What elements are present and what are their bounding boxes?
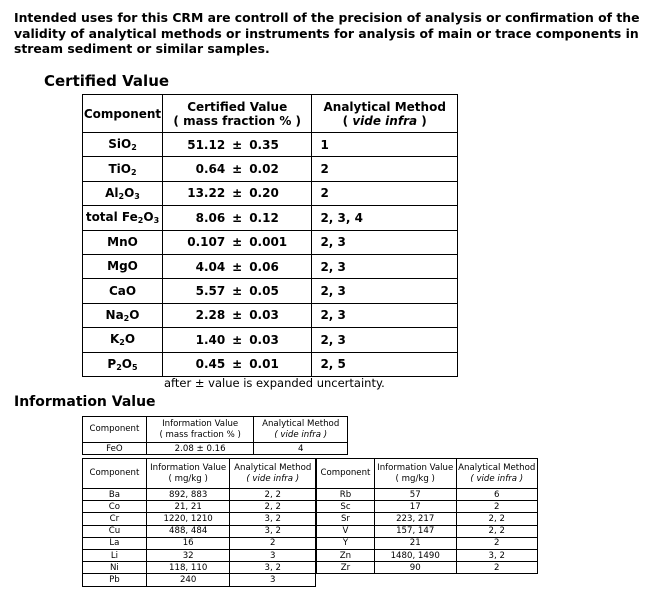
element-information-value: 118, 110 (146, 562, 230, 574)
certified-value-heading: Certified Value (44, 72, 170, 90)
element-information-value: 1220, 1210 (146, 513, 230, 525)
feo-header-method (254, 417, 348, 443)
formula-part: O (129, 307, 140, 322)
element-information-value: 240 (146, 574, 230, 586)
feo-method: 4 (254, 443, 348, 455)
feo-value: 2.08 ± 0.16 (146, 443, 254, 455)
certified-value-number: 4.04 (195, 259, 226, 274)
header-certified-value-line2: ( mass fraction % ) (173, 113, 301, 128)
element-component: Co (83, 501, 147, 513)
plus-minus-sign: ± (232, 186, 243, 201)
element-information-value: 32 (146, 549, 230, 561)
certified-value (162, 230, 311, 254)
header-analytical-method (312, 95, 458, 133)
feo-header-component: Component (83, 417, 147, 443)
certified-method: 2, 3 (312, 328, 458, 352)
formula-part: K (109, 332, 120, 347)
formula-subscript: 2 (131, 143, 137, 153)
certified-value-number: 0.64 (195, 162, 226, 177)
header-analytical-method-line2 (312, 114, 457, 128)
certified-uncertainty: 0.35 (249, 137, 279, 152)
elements-right-row (317, 501, 538, 513)
certified-value-number: 1.40 (195, 332, 226, 347)
formula-part: P (107, 356, 117, 371)
certified-value-table (82, 94, 458, 377)
certified-method: 2, 3 (312, 303, 458, 327)
elements-left-row (83, 501, 316, 513)
certified-component (83, 157, 163, 181)
elements-left-header-value-line2: ( mg/kg ) (168, 473, 208, 484)
elements-right-row (317, 549, 538, 561)
element-information-value: 21 (374, 537, 456, 549)
formula-subscript: 2 (116, 362, 122, 372)
element-component: Rb (317, 489, 375, 501)
element-component: Cu (83, 525, 147, 537)
elements-left-row (83, 574, 316, 586)
empty-cell (317, 574, 375, 586)
formula-part: SiO (108, 137, 132, 152)
uncertainty-note: after ± value is expanded uncertainty. (164, 376, 385, 390)
element-information-value: 1480, 1490 (374, 549, 456, 561)
element-method: 2, 2 (230, 489, 316, 501)
certified-value (162, 303, 311, 327)
header-certified-value (162, 95, 311, 133)
plus-minus-sign: ± (232, 259, 243, 274)
element-method: 2 (456, 562, 538, 574)
element-component: Sc (317, 501, 375, 513)
element-component: Zr (317, 562, 375, 574)
certified-value-number: 2.28 (195, 308, 226, 323)
element-information-value: 17 (374, 501, 456, 513)
feo-header-row (83, 417, 348, 443)
element-method: 3, 2 (230, 513, 316, 525)
certified-component (83, 352, 163, 376)
formula-subscript: 2 (119, 338, 125, 348)
elements-information-table-right (316, 458, 538, 586)
element-component: La (83, 537, 147, 549)
certified-uncertainty: 0.03 (249, 332, 279, 347)
certified-row (83, 133, 458, 157)
elements-information-table-left (82, 458, 316, 587)
feo-header-value (146, 417, 254, 443)
elements-left-header-row (83, 459, 316, 489)
element-method: 2 (456, 537, 538, 549)
formula-part: total Fe (85, 210, 138, 225)
certified-uncertainty: 0.06 (249, 259, 279, 274)
feo-row (83, 443, 348, 455)
element-information-value: 157, 147 (374, 525, 456, 537)
certified-value-number: 5.57 (195, 284, 226, 299)
certified-value (162, 133, 311, 157)
plus-minus-sign: ± (232, 308, 243, 323)
elements-right-row (317, 489, 538, 501)
elements-left-header-method (230, 459, 316, 489)
certified-value (162, 181, 311, 205)
empty-cell (374, 574, 456, 586)
element-information-value: 892, 883 (146, 489, 230, 501)
certified-row (83, 254, 458, 278)
element-component: Sr (317, 513, 375, 525)
certified-row (83, 230, 458, 254)
element-information-value: 488, 484 (146, 525, 230, 537)
elements-right-row (317, 513, 538, 525)
certified-row (83, 279, 458, 303)
intro-paragraph: Intended uses for this CRM are controll of the precision of analysis or confirmation of the validity of analytical methods or instruments for analysis of main or trace components in stream sediment or similar samples. (14, 10, 640, 56)
elements-right-header-method-line2: ( vide infra ) (470, 473, 524, 484)
certified-method: 2 (312, 181, 458, 205)
feo-header-value-line1: Information Value (162, 418, 239, 429)
certified-component (83, 279, 163, 303)
plus-minus-sign: ± (232, 284, 243, 299)
plus-minus-sign: ± (232, 235, 243, 250)
certified-method: 1 (312, 133, 458, 157)
element-method: 3 (230, 574, 316, 586)
elements-left-header-method-line1: Analytical Method (234, 462, 312, 473)
plus-minus-sign: ± (232, 137, 243, 152)
element-method: 3 (230, 549, 316, 561)
certified-component (83, 328, 163, 352)
element-information-value: 57 (374, 489, 456, 501)
feo-header-method-line2: ( vide infra ) (274, 429, 328, 440)
certified-row (83, 328, 458, 352)
certified-method: 2, 3 (312, 230, 458, 254)
element-component: Zn (317, 549, 375, 561)
element-component: V (317, 525, 375, 537)
certified-component (83, 133, 163, 157)
elements-right-header-row (317, 459, 538, 489)
feo-header-value-line2: ( mass fraction % ) (159, 429, 241, 440)
formula-part: MgO (107, 259, 138, 274)
formula-subscript: 2 (137, 216, 144, 226)
element-information-value: 223, 217 (374, 513, 456, 525)
element-method: 3, 2 (230, 525, 316, 537)
header-certified-value-line1: Certified Value (187, 99, 288, 114)
certified-row (83, 303, 458, 327)
elements-right-header-method (456, 459, 538, 489)
certified-row (83, 157, 458, 181)
elements-right-row (317, 537, 538, 549)
certified-component (83, 254, 163, 278)
certified-method: 2, 5 (312, 352, 458, 376)
certified-component (83, 206, 163, 230)
certified-uncertainty: 0.03 (249, 308, 279, 323)
elements-left-header-component: Component (83, 459, 147, 489)
information-value-heading: Information Value (14, 394, 156, 410)
certified-uncertainty: 0.001 (249, 235, 288, 250)
feo-component: FeO (83, 443, 147, 455)
element-component: Pb (83, 574, 147, 586)
certified-method: 2 (312, 157, 458, 181)
feo-header-method-line1: Analytical Method (262, 418, 340, 429)
formula-part: Al (105, 185, 119, 200)
certified-value-number: 0.107 (187, 235, 226, 250)
formula-subscript: 3 (134, 191, 140, 201)
elements-left-row (83, 513, 316, 525)
header-paren-close: ) (417, 113, 427, 128)
formula-subscript: 2 (123, 313, 130, 323)
certified-method: 2, 3 (312, 254, 458, 278)
element-method: 2, 2 (456, 513, 538, 525)
element-component: Cr (83, 513, 147, 525)
formula-part: MnO (107, 234, 138, 249)
elements-left-header-method-line2: ( vide infra ) (246, 473, 300, 484)
certified-value (162, 328, 311, 352)
element-information-value: 90 (374, 562, 456, 574)
certified-row (83, 181, 458, 205)
elements-right-header-value (374, 459, 456, 489)
certified-uncertainty: 0.01 (249, 357, 279, 372)
formula-subscript: 2 (118, 191, 125, 201)
certified-component (83, 303, 163, 327)
elements-right-row (317, 525, 538, 537)
certified-value-number: 51.12 (187, 137, 226, 152)
header-vide-infra: vide infra (352, 113, 418, 128)
elements-left-row (83, 562, 316, 574)
certified-uncertainty: 0.05 (249, 284, 279, 299)
certified-uncertainty: 0.12 (249, 210, 279, 225)
certified-value (162, 279, 311, 303)
formula-part: O (124, 332, 136, 347)
certified-uncertainty: 0.02 (249, 162, 279, 177)
formula-part: O (121, 356, 132, 371)
elements-right-header-component: Component (317, 459, 375, 489)
empty-cell (456, 574, 538, 586)
elements-right-header-method-line1: Analytical Method (458, 462, 536, 473)
certified-value-number: 13.22 (187, 186, 226, 201)
certified-value (162, 206, 311, 230)
header-analytical-method-line1: Analytical Method (323, 99, 446, 114)
certified-uncertainty: 0.20 (249, 186, 279, 201)
element-method: 6 (456, 489, 538, 501)
formula-part: O (143, 210, 154, 225)
formula-subscript: 3 (153, 216, 160, 226)
formula-subscript: 2 (130, 167, 137, 177)
element-component: Ni (83, 562, 147, 574)
element-method: 3, 2 (230, 562, 316, 574)
certified-component (83, 181, 163, 205)
elements-right-row (317, 562, 538, 574)
certified-row (83, 206, 458, 230)
element-method: 3, 2 (456, 549, 538, 561)
certified-method: 2, 3 (312, 279, 458, 303)
certified-row (83, 352, 458, 376)
element-component: Li (83, 549, 147, 561)
certified-method: 2, 3, 4 (312, 206, 458, 230)
plus-minus-sign: ± (232, 210, 243, 225)
elements-left-row (83, 549, 316, 561)
certified-value-number: 8.06 (195, 210, 226, 225)
certified-value (162, 254, 311, 278)
certified-value (162, 352, 311, 376)
formula-part: TiO (108, 161, 131, 176)
element-method: 2, 2 (456, 525, 538, 537)
formula-part: O (124, 185, 135, 200)
element-information-value: 21, 21 (146, 501, 230, 513)
plus-minus-sign: ± (232, 162, 243, 177)
feo-information-table (82, 416, 348, 455)
formula-part: CaO (108, 283, 137, 298)
elements-left-header-value (146, 459, 230, 489)
elements-left-row (83, 537, 316, 549)
plus-minus-sign: ± (232, 332, 243, 347)
plus-minus-sign: ± (232, 357, 243, 372)
elements-left-row (83, 525, 316, 537)
elements-right-header-value-line2: ( mg/kg ) (395, 473, 435, 484)
elements-right-empty-row (317, 574, 538, 586)
element-component: Y (317, 537, 375, 549)
element-method: 2, 2 (230, 501, 316, 513)
certified-value (162, 157, 311, 181)
formula-part: Na (105, 307, 124, 322)
element-method: 2 (456, 501, 538, 513)
element-method: 2 (230, 537, 316, 549)
certified-value-number: 0.45 (195, 357, 226, 372)
elements-left-row (83, 489, 316, 501)
header-component: Component (83, 95, 163, 133)
certified-header-row (83, 95, 458, 133)
elements-left-header-value-line1: Information Value (150, 462, 227, 473)
elements-right-header-value-line1: Information Value (377, 462, 454, 473)
header-paren-open: ( (342, 113, 353, 128)
element-information-value: 16 (146, 537, 230, 549)
formula-subscript: 5 (131, 362, 138, 372)
certified-component (83, 230, 163, 254)
element-component: Ba (83, 489, 147, 501)
